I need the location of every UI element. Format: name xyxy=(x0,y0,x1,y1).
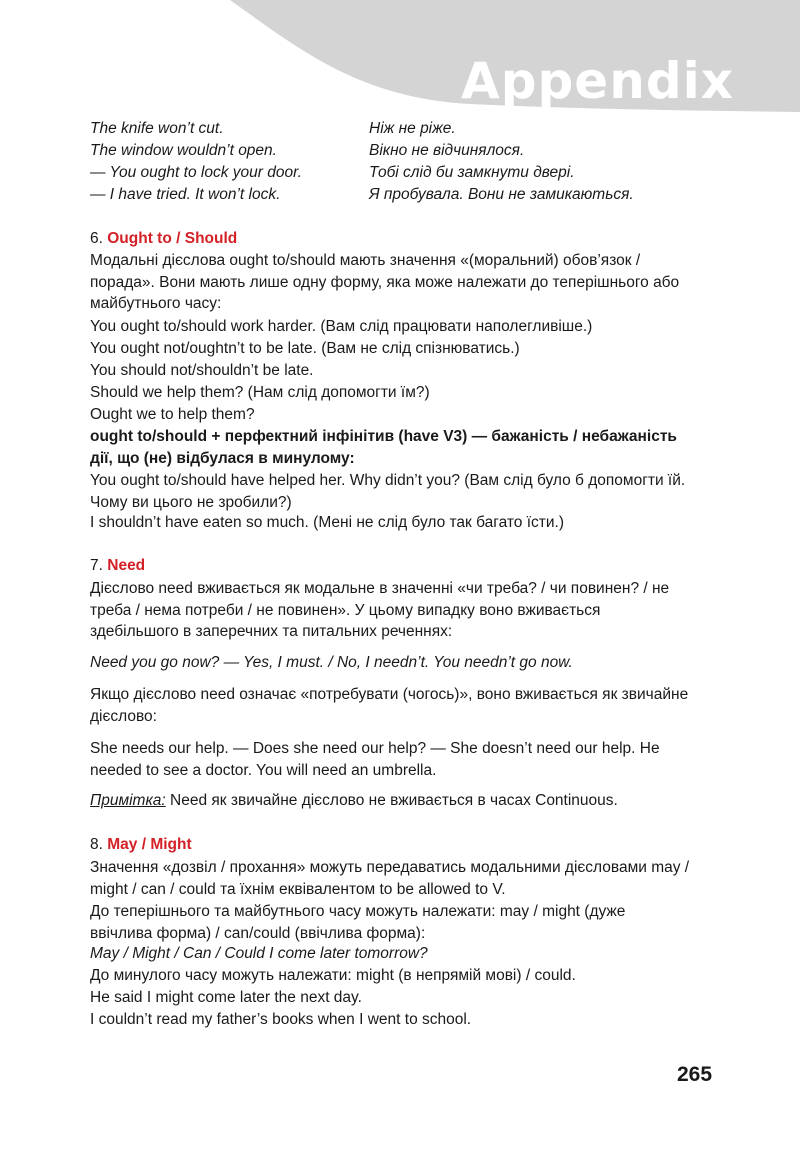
example-line: I couldn’t read my father’s books when I went to school. xyxy=(90,1011,472,1028)
section-number: 6. xyxy=(90,230,103,247)
example-en: — I have tried. It won’t lock. xyxy=(90,186,281,203)
example-line: He said I might come later the next day. xyxy=(90,989,362,1006)
example-uk: Я пробувала. Вони не замикаються. xyxy=(369,186,634,203)
example-uk: Ніж не ріже. xyxy=(369,120,456,137)
note-label: Примітка: xyxy=(90,792,166,809)
example-line: You should not/shouldn’t be late. xyxy=(90,362,314,379)
section-number: 7. xyxy=(90,557,103,574)
example-line: May / Might / Can / Could I come later tomorrow? xyxy=(90,945,428,962)
example-line: You ought not/oughtn’t to be late. (Вам не слід спізнюватись.) xyxy=(90,340,520,357)
section-heading: Ought to / Should xyxy=(107,230,238,247)
example-line: Need you go now? — Yes, I must. / No, I needn’t. You needn’t go now. xyxy=(90,654,573,671)
example-en: — You ought to lock your door. xyxy=(90,164,302,181)
example-en: The knife won’t cut. xyxy=(90,120,224,137)
section-7-para: Якщо дієслово need означає «потребувати (чогось)», воно вживається як звичайне дієслово: xyxy=(90,686,689,725)
example-line: She needs our help. — Does she need our help? — She doesn’t need our help. He needed to see a doctor. You will need an umbrella. xyxy=(90,740,660,779)
section-6-rule: ought to/should + перфектний інфінітив (have V3) — бажаність / небажаність дії, що (не) відбулася в минулому: xyxy=(90,428,677,467)
example-uk: Вікно не відчинялося. xyxy=(369,142,525,159)
section-number: 8. xyxy=(90,836,103,853)
example-line: Ought we to help them? xyxy=(90,406,255,423)
section-heading: Need xyxy=(107,557,146,574)
section-6-intro: Модальні дієслова ought to/should мають значення «(моральний) обов’язок / порада». Вони мають лише одну форму, яка може належати до теперішнього або майбутнього часу: xyxy=(90,252,680,312)
section-8-intro: Значення «дозвіл / прохання» можуть передаватись модальними дієсловами may / might / can / could та їхнім еквівалентом to be allowed to V. xyxy=(90,859,690,898)
section-7-note xyxy=(90,792,618,810)
example-en: The window wouldn’t open. xyxy=(90,142,277,159)
note-text: Need як звичайне дієслово не вживається в часах Continuous. xyxy=(170,792,618,809)
page-title: Appendix xyxy=(461,52,734,110)
example-line: Should we help them? (Нам слід допомогти їм?) xyxy=(90,384,430,401)
section-7-intro: Дієслово need вживається як модальне в значенні «чи треба? / чи повинен? / не треба / нема потреби / не повинен». У цьому випадку воно вживається здебільшого в заперечних та питальних реченнях: xyxy=(90,580,670,640)
page-number: 265 xyxy=(677,1063,713,1086)
example-line: You ought to/should have helped her. Why didn’t you? (Вам слід було б допомогти їй. Чому ви цього не зробили?) xyxy=(90,472,686,511)
section-8-para: До минулого часу можуть належати: might (в непрямій мові) / could. xyxy=(90,967,576,984)
example-line: I shouldn’t have eaten so much. (Мені не слід було так багато їсти.) xyxy=(90,514,565,531)
example-line: You ought to/should work harder. (Вам слід працювати наполегливіше.) xyxy=(90,318,593,335)
section-title-6 xyxy=(90,230,237,248)
section-heading: May / Might xyxy=(107,836,192,853)
section-title-8 xyxy=(90,836,192,854)
section-title-7 xyxy=(90,557,145,575)
section-8-para: До теперішнього та майбутнього часу можуть належати: may / might (дуже ввічлива форма) / can/could (ввічлива форма): xyxy=(90,903,626,942)
example-uk: Тобі слід би замкнути двері. xyxy=(369,164,575,181)
